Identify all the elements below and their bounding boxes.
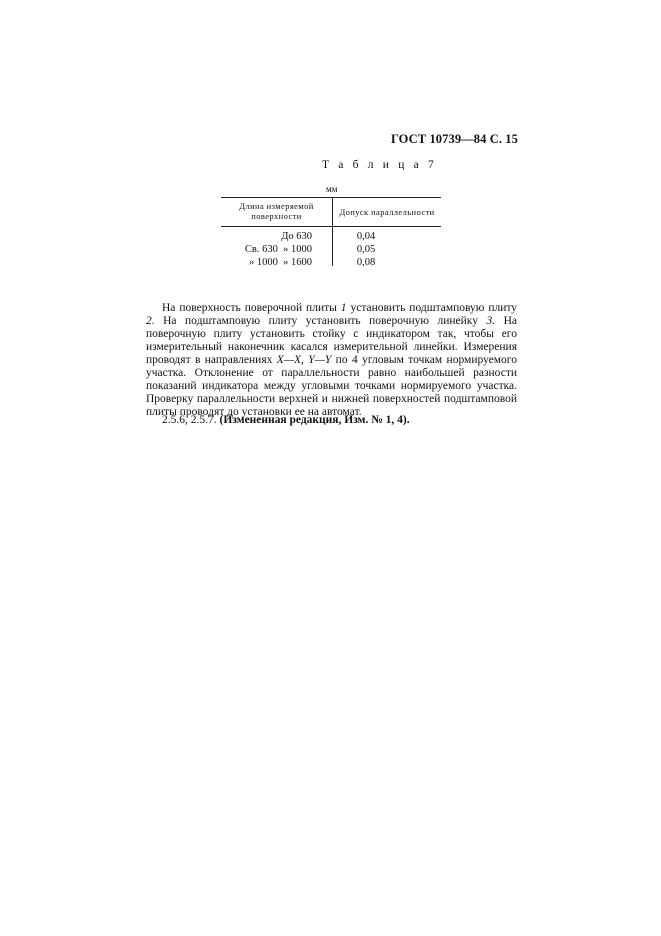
table-cell-tolerance: 0,05 — [356, 244, 376, 255]
amendment-note-ref: 2.5.6, 2.5.7. — [162, 414, 220, 426]
table-unit: мм — [326, 184, 338, 194]
table-cell-length: До 630 — [281, 231, 312, 242]
paragraph-italic-ref: 3. — [486, 314, 496, 327]
paragraph-text: На подштамповую плиту установить поверочную линейку — [154, 314, 487, 327]
column-header-length-line1: Длина измеряемой — [239, 201, 314, 211]
column-header-length-line2: поверхности — [251, 211, 302, 221]
table-cell-tolerance: 0,08 — [356, 257, 376, 268]
table-title: Т а б л и ц а 7 — [321, 159, 437, 171]
paragraph-text: по 4 угловым точкам нормируемого участка. Отклонение от параллельности равно наибольшей разности показаний индикатора между угловыми точками нормируемого участка. Проверку параллельности верхней и нижней поверхностей подштамповой плиты проводят до установки ее на автомат. — [146, 353, 517, 418]
table-cell-length: Св. 630 » 1000 — [244, 244, 312, 255]
paragraph-text: На поверхность поверочной плиты — [162, 301, 341, 314]
paragraph-italic-ref: 2. — [146, 314, 155, 327]
paragraph-text: установить подштамповую плиту — [346, 301, 518, 314]
paragraph-text: На поверочную плиту установить стойку с индикатором так, чтобы его измерительный наконечник касался измерительной линейки. Измерения проводят в направлениях — [146, 314, 517, 366]
table-cell-tolerance: 0,04 — [356, 231, 376, 242]
table-header-rule — [221, 226, 441, 227]
procedure-paragraph — [146, 302, 517, 419]
paragraph-italic-ref: X—X, Y—Y — [276, 353, 332, 366]
amendment-note-bold: (Измененная редакция, Изм. № 1, 4). — [219, 414, 410, 426]
table-top-rule — [221, 197, 441, 198]
document-header: ГОСТ 10739—84 С. 15 — [390, 132, 518, 146]
column-header-length — [221, 201, 332, 221]
column-header-tolerance: Допуск параллельности — [339, 207, 435, 217]
amendment-note — [162, 414, 410, 426]
table-cell-length: » 1000 » 1600 — [249, 257, 312, 268]
paragraph-italic-ref: 1 — [340, 301, 347, 314]
